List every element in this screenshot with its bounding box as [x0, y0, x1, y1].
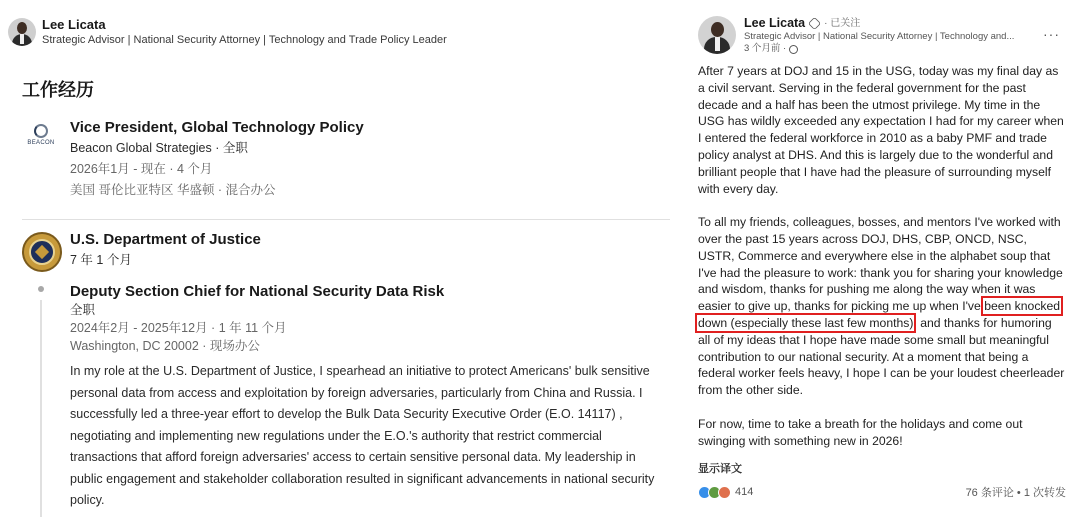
experience-subrole — [70, 282, 670, 512]
profile-avatar[interactable] — [8, 18, 36, 46]
globe-icon — [789, 45, 798, 54]
post-paragraph-1: After 7 years at DOJ and 15 in the USG, today was my final day as a civil servant. Serving in the federal government for the past decade and a half has been the utmost privilege. My time in the USG has wildly exceeded any expectation I had for my career when I entered the federal workforce in 2010 as a baby PMF and trade policy analyst at DHS. And this is largely due to the wonderful and brilliant people that I have had the pleasure of surrounding myself with every day. — [698, 64, 1064, 196]
doj-seal-icon[interactable] — [22, 232, 62, 272]
post-time: 3 个月前 · — [744, 43, 1044, 55]
experience-entry-beacon — [22, 118, 662, 201]
profile-sticky-header — [8, 14, 447, 50]
experience-title[interactable]: Vice President, Global Technology Policy — [70, 119, 364, 136]
post-body — [698, 63, 1066, 449]
experience-org-tenure: 7 年 1 个月 — [70, 253, 132, 267]
subrole-dates: 2024年2月 - 2025年12月 · 1 年 11 个月 — [70, 321, 287, 335]
experience-entry-doj — [22, 230, 670, 507]
experience-section-title: 工作经历 — [22, 80, 94, 100]
more-options-button[interactable]: ··· — [1043, 26, 1060, 42]
follow-status: · 已关注 — [824, 18, 861, 29]
verified-icon — [808, 17, 821, 30]
subrole-employment-type: 全职 — [70, 303, 96, 317]
experience-dates: 2026年1月 - 现在 · 4 个月 — [70, 162, 213, 176]
profile-headline: Strategic Advisor | National Security Attorney | Technology and Trade Policy Leader — [42, 33, 447, 46]
experience-location: 美国 哥伦比亚特区 华盛顿 · 混合办公 — [70, 183, 276, 197]
post-author-headline: Strategic Advisor | National Security Attorney | Technology and... — [744, 31, 1015, 42]
show-translation-button[interactable]: 显示译文 — [698, 463, 742, 475]
experience-org-name[interactable]: U.S. Department of Justice — [70, 231, 261, 248]
timeline-line — [40, 300, 42, 517]
highlighted-phrase: been knocked down (especially these last few months) — [698, 299, 1061, 330]
post-paragraph-2: To all my friends, colleagues, bosses, and mentors I've worked with over the past 15 years across DOJ, DHS, CBP, ONCD, NSC, USTR, Commerce and everywhere else in the alphabet soup that I've had the pleasure to work: thank you for sharing your knowledge and wisdom, thanks for pushing me along the way when it was easier to give up, thanks for picking me up when I've been knocked down (especially these last few months), and thanks for humoring all of my ideas that I hope have made some small but meaningful contribution to our national security. At a moment that being a federal worker feels heavy, I hope I can be your loudest cheerleader from the other side. — [698, 215, 1065, 398]
post-pane — [680, 0, 1080, 517]
subrole-location: Washington, DC 20002 · 现场办公 — [70, 339, 260, 353]
post-paragraph-3: For now, time to take a breath for the holidays and come out swinging with something new in 2026! — [698, 416, 1023, 448]
comments-reposts-count[interactable]: 76 条评论 • 1 次转发 — [965, 487, 1066, 499]
post-author-name[interactable]: Lee Licata — [744, 16, 806, 30]
post-social-counts — [698, 484, 1066, 500]
experience-company: Beacon Global Strategies · 全职 — [70, 141, 248, 155]
timeline-dot — [38, 286, 44, 292]
post-header — [698, 14, 1074, 58]
beacon-logo-icon — [34, 124, 48, 138]
subrole-title[interactable]: Deputy Section Chief for National Security Data Risk — [70, 283, 445, 300]
love-reaction-icon — [718, 486, 731, 499]
profile-name[interactable]: Lee Licata — [42, 16, 106, 32]
beacon-logo[interactable]: BEACON — [22, 124, 60, 154]
post-author-avatar[interactable] — [698, 16, 736, 54]
reactions-count[interactable]: 414 — [698, 486, 753, 499]
subrole-description: In my role at the U.S. Department of Justice, I spearhead an initiative to protect Americans' bulk sensitive personal data from access and exploitation by foreign adversaries, particularly from China and Russia. I successfully led a three-year effort to develop the Bulk Data Security Executive Order (E.O. 14117) , negotiating and implementing new regulations under the E.O.'s authority that restrict commercial transactions that afford foreign adversaries' access to certain sensitive personal data. My leadership in public engagement and stakeholder collaboration resulted in significant advancements in national security policy. — [70, 364, 655, 507]
experience-divider — [22, 219, 670, 220]
